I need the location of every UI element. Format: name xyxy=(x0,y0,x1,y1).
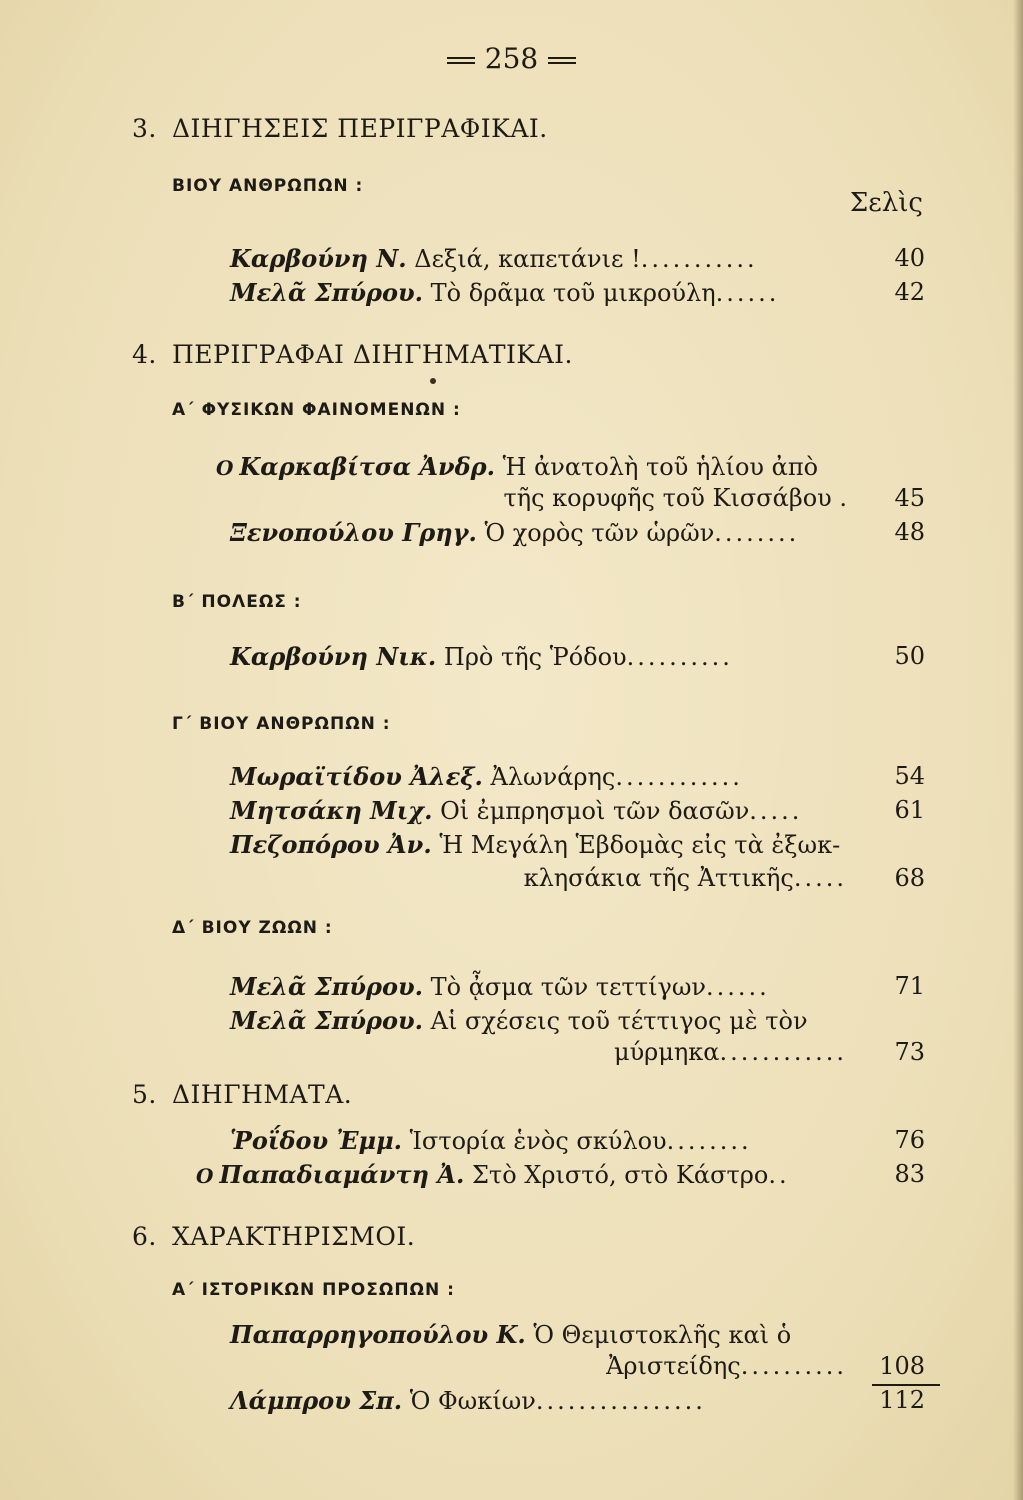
entry-title: Ὁ Φωκίων xyxy=(409,1387,536,1415)
entry-leader: ............ xyxy=(719,1038,847,1066)
toc-entry xyxy=(230,972,925,1006)
section-title: ΧΑΡΑΚΤΗΡΙΣΜΟΙ. xyxy=(172,1222,416,1251)
page-number xyxy=(0,42,1023,75)
entry-page: 42 xyxy=(894,278,925,306)
entry-author: Μελᾶ Σπύρου. xyxy=(230,1006,423,1035)
toc-entry-continuation xyxy=(230,864,925,898)
entry-leader: .. xyxy=(768,1161,790,1189)
entry-leader: ........ xyxy=(666,1127,752,1155)
entry-page: 76 xyxy=(894,1126,925,1154)
entry-page: 108 xyxy=(879,1352,925,1380)
entry-title: Αἱ σχέσεις τοῦ τέττιγος μὲ τὸν xyxy=(430,1007,808,1035)
section-heading-5 xyxy=(132,1080,352,1109)
entry-author: Παπαρρηγοπούλου Κ. xyxy=(230,1320,526,1349)
entry-title: Πρὸ τῆς Ῥόδου xyxy=(443,643,627,671)
entry-title: Τὸ δρᾶμα τοῦ μικρούλη xyxy=(430,279,716,307)
toc-entry xyxy=(230,796,925,830)
section-number: 3. xyxy=(132,114,157,143)
entry-page: 61 xyxy=(894,796,925,824)
entry-title: Ὁ χορὸς τῶν ὡρῶν xyxy=(484,519,715,547)
subhead-biou-anthropon: ΒΙΟΥ ΑΝΘΡΩΠΩΝ : xyxy=(172,176,364,196)
section-number: 4. xyxy=(132,340,157,369)
entry-author: Πεζοπόρου Ἀν. xyxy=(230,830,432,859)
section-title: ΔΙΗΓΗΜΑΤΑ. xyxy=(172,1080,353,1109)
entry-title: μύρμηκα xyxy=(613,1038,720,1066)
entry-title: Τὸ ᾆσμα τῶν τεττίγων xyxy=(430,973,706,1001)
toc-entry xyxy=(230,278,925,312)
entry-title: Ἀριστείδης xyxy=(606,1352,741,1380)
entry-title: Ἡ ἀνατολὴ τοῦ ἡλίου ἀπὸ xyxy=(502,453,819,481)
section-title: ΔΙΗΓΗΣΕΙΣ ΠΕΡΙΓΡΑΦΙΚΑΙ. xyxy=(172,114,548,143)
section-heading-4 xyxy=(132,340,573,369)
entry-author: Μελᾶ Σπύρου. xyxy=(230,972,423,1001)
entry-page: 40 xyxy=(894,244,925,272)
entry-page: 73 xyxy=(894,1038,925,1066)
entry-title-with-leader xyxy=(524,864,847,892)
subhead-poleos: Β΄ ΠΟΛΕΩΣ : xyxy=(172,592,302,612)
entry-leader: ................ xyxy=(535,1387,706,1415)
toc-entry xyxy=(230,518,925,552)
entry-leader: ...... xyxy=(715,279,780,307)
toc-entry xyxy=(230,1386,925,1420)
toc-entry xyxy=(196,1160,925,1194)
toc-entry xyxy=(230,1006,925,1040)
toc-entry xyxy=(216,452,925,486)
entry-author: Μελᾶ Σπύρου. xyxy=(230,278,423,307)
entry-leader: ..... xyxy=(749,797,803,825)
entry-title: Ἡ Μεγάλη Ἑβδομὰς εἰς τὰ ἐξωκ- xyxy=(439,831,841,859)
entry-page: 48 xyxy=(894,518,925,546)
subhead-fysikon-fainomenon: Α΄ ΦΥΣΙΚΩΝ ΦΑΙΝΟΜΕΝΩΝ : xyxy=(172,400,461,420)
toc-entry xyxy=(230,830,925,864)
entry-title: Στὸ Χριστό, στὸ Κάστρο xyxy=(471,1161,769,1189)
entry-author: Ξενοπούλου Γρηγ. xyxy=(230,518,477,547)
entry-author: Μητσάκη Μιχ. xyxy=(230,796,433,825)
toc-entry xyxy=(230,642,925,676)
entry-leader: ........... xyxy=(640,245,758,273)
entry-title-with-leader xyxy=(614,1038,847,1066)
subhead-biou-zoon: Δ΄ ΒΙΟΥ ΖΩΩΝ : xyxy=(172,918,333,938)
entry-author: Παπαδιαμάντη Ἀ. xyxy=(219,1160,465,1189)
entry-title: Δεξιά, καπετάνιε ! xyxy=(414,245,641,273)
subhead-g-biou-anthropon: Γ΄ ΒΙΟΥ ΑΝΘΡΩΠΩΝ : xyxy=(172,714,391,734)
entry-page: 71 xyxy=(894,972,925,1000)
handwritten-marker: Ο xyxy=(216,456,234,480)
handwritten-marker: Ο xyxy=(196,1164,214,1188)
page-edge-shadow xyxy=(1013,0,1023,1500)
entry-author: Μωραϊτίδου Ἀλεξ. xyxy=(230,762,483,791)
entry-title: κλησάκια τῆς Ἀττικῆς xyxy=(523,864,794,892)
entry-author: Καρβούνη Νικ. xyxy=(230,642,437,671)
entry-page: 83 xyxy=(894,1160,925,1188)
entry-page: 45 xyxy=(894,484,925,512)
subhead-istorikon-prosopon: Α΄ ΙΣΤΟΡΙΚΩΝ ΠΡΟΣΩΠΩΝ : xyxy=(172,1280,455,1300)
ink-speck xyxy=(430,378,436,384)
entry-title: Οἱ ἐμπρησμοὶ τῶν δασῶν xyxy=(440,797,750,825)
toc-entry xyxy=(230,762,925,796)
entry-leader: ........ xyxy=(714,519,800,547)
entry-leader: ..... xyxy=(793,864,847,892)
toc-entry xyxy=(230,1126,925,1160)
page-number-ornament-left xyxy=(447,57,475,64)
entry-page: 112 xyxy=(879,1386,925,1414)
entry-leader: ...... xyxy=(705,973,770,1001)
toc-entry xyxy=(230,1320,925,1354)
toc-entry-continuation xyxy=(230,1038,925,1072)
entry-title: Ὁ Θεμιστοκλῆς καὶ ὁ xyxy=(533,1321,792,1349)
entry-leader: ............ xyxy=(615,763,743,791)
section-number: 5. xyxy=(132,1080,157,1109)
entry-author: Ῥοΐδου Ἐμμ. xyxy=(230,1126,402,1155)
section-number: 6. xyxy=(132,1222,157,1251)
section-title: ΠΕΡΙΓΡΑΦΑΙ ΔΙΗΓΗΜΑΤΙΚΑΙ. xyxy=(172,340,573,369)
entry-page: 50 xyxy=(894,642,925,670)
entry-page: 54 xyxy=(894,762,925,790)
entry-author: Λάμπρου Σπ. xyxy=(230,1386,403,1415)
entry-title: Ἀλωνάρης xyxy=(490,763,616,791)
section-heading-6 xyxy=(132,1222,415,1251)
entry-author: Καρκαβίτσα Ἀνδρ. xyxy=(239,452,495,481)
entry-page: 68 xyxy=(894,864,925,892)
section-heading-3 xyxy=(132,114,548,143)
page-column-label: Σελὶς xyxy=(849,188,923,218)
entry-title-with-leader xyxy=(606,1352,847,1380)
entry-author: Καρβούνη Ν. xyxy=(230,244,407,273)
entry-leader: .......... xyxy=(740,1352,847,1380)
page-number-text: 258 xyxy=(484,42,539,75)
entry-title: Ἱστορία ἑνὸς σκύλου xyxy=(409,1127,667,1155)
page-number-ornament-right xyxy=(548,57,576,64)
entry-title: τῆς κορυφῆς τοῦ Κισσάβου . xyxy=(503,484,847,512)
toc-entry-continuation xyxy=(230,1352,925,1386)
toc-entry xyxy=(230,244,925,278)
entry-leader: .......... xyxy=(626,643,733,671)
toc-entry-continuation xyxy=(230,484,925,518)
